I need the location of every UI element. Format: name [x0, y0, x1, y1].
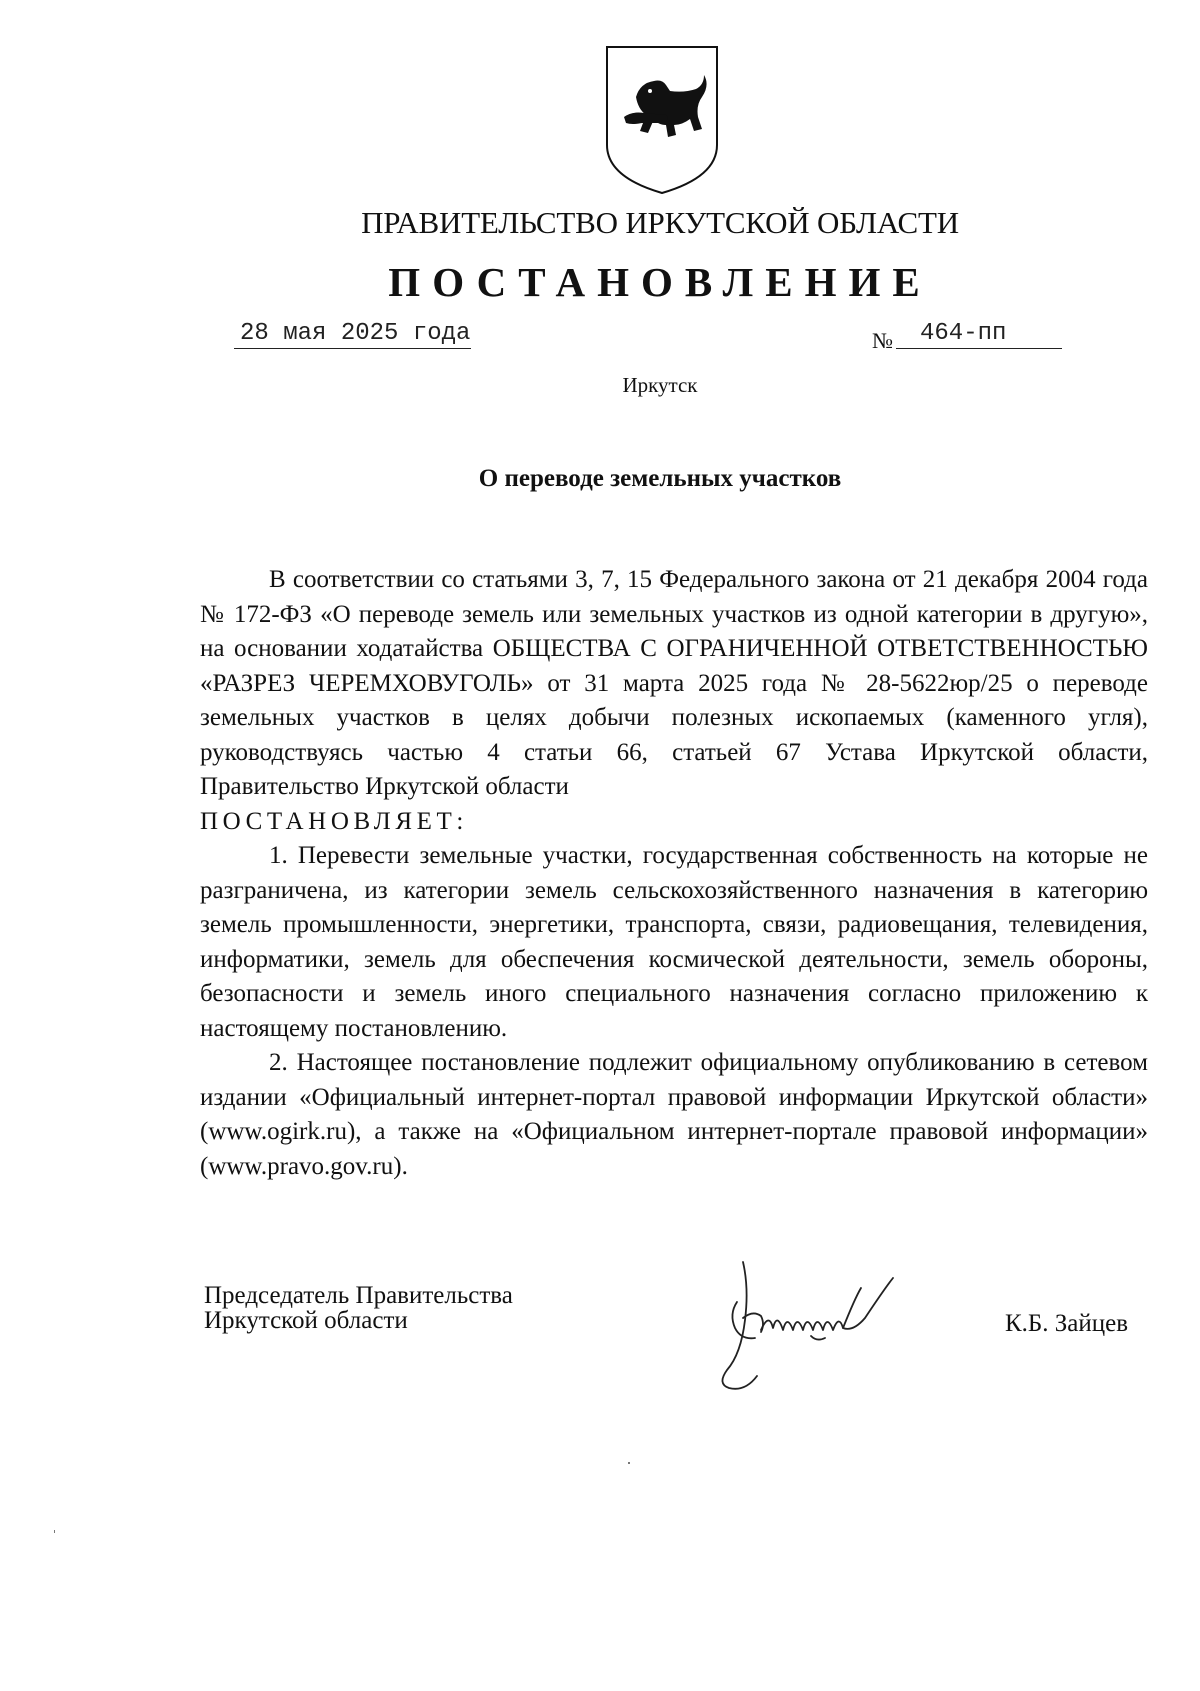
document-date — [234, 318, 471, 349]
document-type: ПОСТАНОВЛЕНИЕ — [388, 259, 932, 305]
number-sign: № — [872, 328, 893, 353]
government-name: ПРАВИТЕЛЬСТВО ИРКУТСКОЙ ОБЛАСТИ — [361, 205, 959, 240]
document-subject: О переводе земельных участков — [478, 465, 842, 492]
item-1-paragraph: 1. Перевести земельные участки, государственная собственность на которые не разграничена, из категории земель сельскохозяйственного назначения в категорию земель промышленности, энергетики, транспорта, связи, радиовещания, телевидения, информатики, земель для обеспечения космической деятельности, земель обороны, безопасности и земель иного специального назначения согласно приложению к настоящему постановлению. — [200, 842, 1148, 1042]
item-2-paragraph: 2. Настоящее постановление подлежит официальному опубликованию в сетевом издании «Официальный интернет-портал правовой информации Иркутской области» (www.ogirk.ru), а также на «Официальном интернет-портале правовой информации» (www.pravo.gov.ru). — [200, 1049, 1148, 1180]
irkutsk-coat-of-arms-icon — [604, 45, 720, 195]
position-line-1: Председатель Правительства — [204, 1282, 513, 1309]
signatory-position — [204, 1283, 513, 1333]
city: Иркутск — [622, 373, 698, 397]
position-line-2: Иркутской области — [204, 1307, 408, 1334]
decree-word: ПОСТАНОВЛЯЕТ: — [200, 807, 468, 835]
document-body — [200, 563, 1148, 1184]
document-number-value: 464-пп — [920, 320, 1007, 347]
document-number — [896, 318, 1062, 349]
scan-speck — [628, 1462, 630, 1464]
handwritten-signature-icon — [715, 1258, 955, 1396]
signer-name: К.Б. Зайцев — [1005, 1310, 1129, 1337]
preamble-paragraph: В соответствии со статьями 3, 7, 15 Федерального закона от 21 декабря 2004 года № 172-ФЗ «О переводе земель или земельных участков из одной категории в другую», на основании ходатайства ОБЩЕСТВА С ОГРАНИЧЕННОЙ ОТВЕТСТВЕННОСТЬЮ «РАЗРЕЗ ЧЕРЕМХОВУГОЛЬ» от 31 марта 2025 года № 28-5622юр/25 о переводе земельных участков в целях добычи полезных ископаемых (каменного угля), руководствуясь частью 4 статьи 66, статьей 67 Устава Иркутской области, Правительство Иркутской области — [200, 566, 1148, 800]
scan-speck — [54, 1530, 55, 1533]
document-date-value: 28 мая 2025 года — [240, 320, 471, 347]
